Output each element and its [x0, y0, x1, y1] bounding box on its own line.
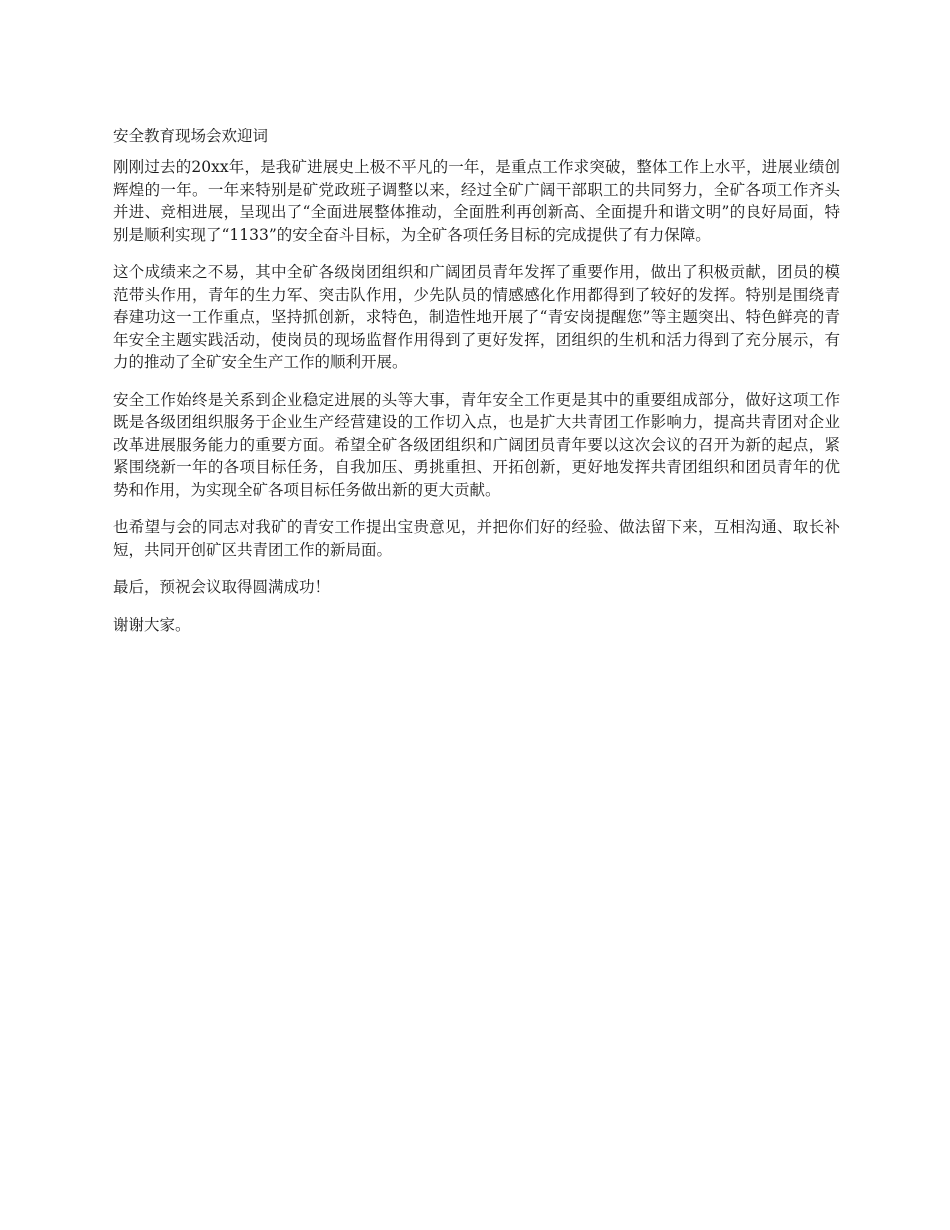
paragraph-4: 也希望与会的同志对我矿的青安工作提出宝贵意见，并把你们好的经验、做法留下来，互相沟通、取长补短，共同开创矿区共青团工作的新局面。 [113, 518, 840, 559]
document-title: 安全教育现场会欢迎词 [113, 127, 269, 145]
closing-thanks: 谢谢大家。 [113, 615, 191, 634]
document-page [113, 124, 840, 651]
closing-wish: 最后，预祝会议取得圆满成功！ [113, 578, 331, 596]
paragraph-2: 这个成绩来之不易，其中全矿各级岗团组织和广阔团员青年发挥了重要作用，做出了积极贡献，团员的模范带头作用，青年的生力军、突击队作用，少先队员的情感感化作用都得到了较好的发挥。特别是围绕青春建功这一工作重点，坚持抓创新，求特色，制造性地开展了“青安岗提醒您”等主题突出、特色鲜亮的青年安全主题实践活动，使岗员的现场监督作用得到了更好发挥，团组织的生机和活力得到了充分展示，有力的推动了全矿安全生产工作的顺利开展。 [113, 263, 840, 371]
paragraph-3: 安全工作始终是关系到企业稳定进展的头等大事，青年安全工作更是其中的重要组成部分，做好这项工作既是各级团组织服务于企业生产经营建设的工作切入点，也是扩大共青团工作影响力，提高共青团对企业改革进展服务能力的重要方面。希望全矿各级团组织和广阔团员青年要以这次会议的召开为新的起点，紧紧围绕新一年的各项目标任务，自我加压、勇挑重担、开拓创新，更好地发挥共青团组织和团员青年的优势和作用，为实现全矿各项目标任务做出新的更大贡献。 [113, 390, 840, 499]
paragraph-1: 刚刚过去的20xx年，是我矿进展史上极不平凡的一年，是重点工作求突破，整体工作上水平，进展业绩创辉煌的一年。一年来特别是矿党政班子调整以来，经过全矿广阔干部职工的共同努力，全矿各项工作齐头并进、竞相进展，呈现出了“全面进展整体推动，全面胜利再创新高、全面提升和谐文明”的良好局面，特别是顺利实现了“1133”的安全奋斗目标，为全矿各项任务目标的完成提供了有力保障。 [113, 158, 840, 244]
